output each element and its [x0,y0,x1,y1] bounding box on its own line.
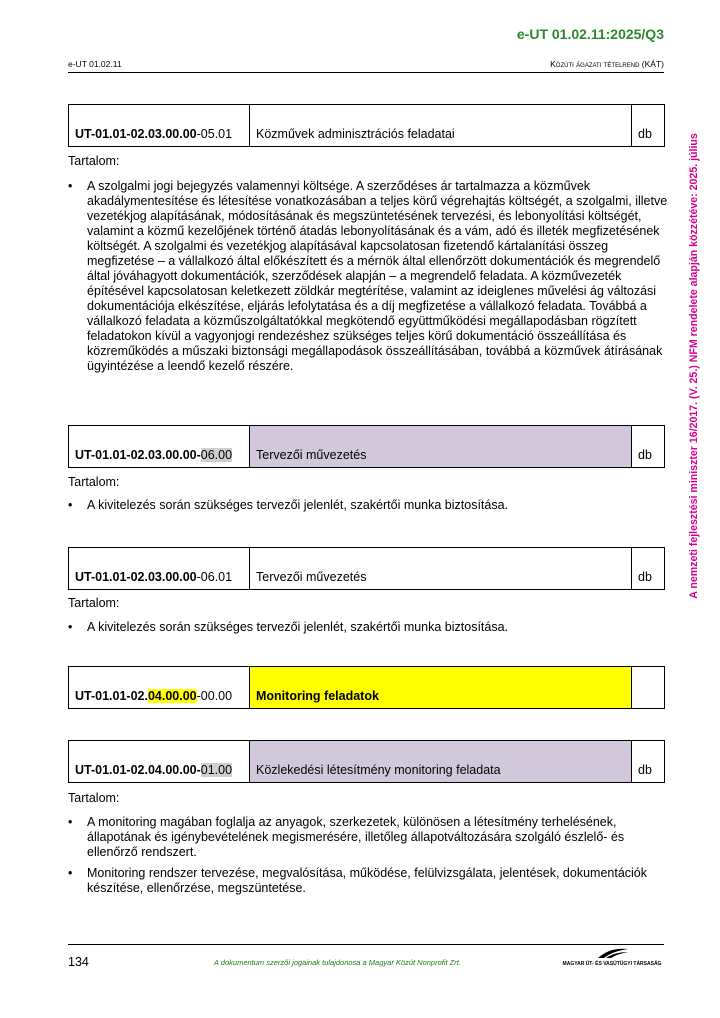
item-code-suffix: -05.01 [196,127,233,141]
header-title-text: Közúti ágazati tételrend [550,59,640,69]
item-code [69,548,250,590]
content-bullet: • Monitoring rendszer tervezése, megvalósítása, működése, felülvizsgálata, jelentések, dokumentációk készítése, ellenőrzése, megszüntetése. [68,866,668,896]
item-table-06-00 [68,425,665,468]
item-unit: db [632,426,665,468]
item-unit: db [632,741,665,783]
item-code [69,105,250,147]
item-code-main: UT-01.01-02.03.00.00- [75,448,201,462]
item-code-main: UT-01.01-02.03.00.00 [75,570,197,584]
content-list [68,620,668,641]
content-label: Tartalom: [68,154,120,168]
item-code [69,426,250,468]
item-table-06-01 [68,547,665,590]
item-code-suffix: -00.00 [196,689,233,703]
item-table-05-01 [68,104,665,147]
item-table-04-01-00 [68,740,665,783]
content-label: Tartalom: [68,791,120,805]
road-swoosh-icon [596,946,630,960]
item-name: Tervezői művezetés [250,548,632,590]
copyright-notice: A dokumentum szerzői jogainak tulajdonosa a Magyar Közút Nonprofit Zrt. [214,958,461,967]
content-bullet: • A kivitelezés során szükséges tervezői jelenlét, szakértői munka biztosítása. [68,620,668,635]
footer-divider [68,944,664,945]
logo-text: MAGYAR ÚT- ÉS VASÚTÜGYI TÁRSASÁG [562,961,662,967]
item-code-highlight: 04.00.00 [147,689,197,703]
header-document-title [550,59,664,69]
header-title-abbrev: (KÁT) [641,59,664,69]
document-code: e-UT 01.02.11:2025/Q3 [516,26,664,42]
item-code-main: UT-01.01-02.03.00.00 [75,127,197,141]
item-code-prefix: UT-01.01-02. [75,689,148,703]
item-table-monitoring-group [68,666,665,709]
header-standard-id: e-UT 01.02.11 [68,59,122,69]
content-list [68,179,668,380]
item-name: Közművek adminisztrációs feladatai [250,105,632,147]
content-list [68,815,668,902]
item-code [69,667,250,709]
organization-logo [560,946,664,970]
content-bullet: • A szolgalmi jogi bejegyzés valamennyi költsége. A szerződéses ár tartalmazza a közművek akadálymentesítése és létesítése vonatkozásában a teljes körű végrehajtás költségét, a szolgalmi, illetve vezetékjog alapításának, módosításának és megszüntetésének tervezési, és lebonyolítási költségét, valamint a közmű kezelőjének történő átadás lebonyolításának és a vám, adó és illeték megfizetésének költségét. A szolgalmi és vezetékjog alapításával kapcsolatosan fizetendő kártalanítási összeg megfizetése – a vállalkozó által előkészített és a mérnök által ellenőrzött dokumentációk és megrendelő által jóváhagyott dokumentációk, szerződések alapján – a megrendelő feladata. A közművezeték építésével kapcsolatosan keletkezett zöldkár megtérítése, valamint az ideiglenes művelési ág változási dokumentációja elkészítése, eljárás lefolytatása és a díj megfizetése a vállalkozó feladata. Továbbá a vállalkozó feladata a közműszolgáltatókkal megkötendő együttműködési megállapodásban rögzített feladatokon kívül a vagyonjogi rendezéshez szükséges teljes körű dokumentáció összeállítása és közreműködés a műszaki biztonsági megállapodások összeállításában, továbbá a közművek átírásának ügyintézése a leendő kezelő részére. [68,179,668,374]
side-note-text: A nemzeti fejlesztési miniszter 16/2017. (V. 25.) NFM rendelete alapján közzétéve: 2025. július [688,133,700,599]
item-code-suffix: 01.00 [200,763,233,777]
item-code-main: UT-01.01-02.04.00.00- [75,763,201,777]
item-name: Monitoring feladatok [250,667,632,709]
page-number: 134 [68,955,89,969]
item-unit: db [632,548,665,590]
item-code-suffix: 06.00 [200,448,233,462]
item-code-suffix: -06.01 [196,570,233,584]
publication-side-note [684,96,704,636]
header-divider [68,72,664,73]
content-label: Tartalom: [68,475,120,489]
content-label: Tartalom: [68,596,120,610]
item-name: Tervezői művezetés [250,426,632,468]
content-list [68,498,668,519]
item-name: Közlekedési létesítmény monitoring feladata [250,741,632,783]
content-bullet: • A monitoring magában foglalja az anyagok, szerkezetek, különösen a létesítmény terhelésének, állapotának és igénybevételének megismerésére, illetőleg állapotváltozására szolgáló észlelő- és ellenőrző rendszert. [68,815,668,860]
item-unit: db [632,105,665,147]
item-unit [632,667,665,709]
item-code [69,741,250,783]
content-bullet: • A kivitelezés során szükséges tervezői jelenlét, szakértői munka biztosítása. [68,498,668,513]
